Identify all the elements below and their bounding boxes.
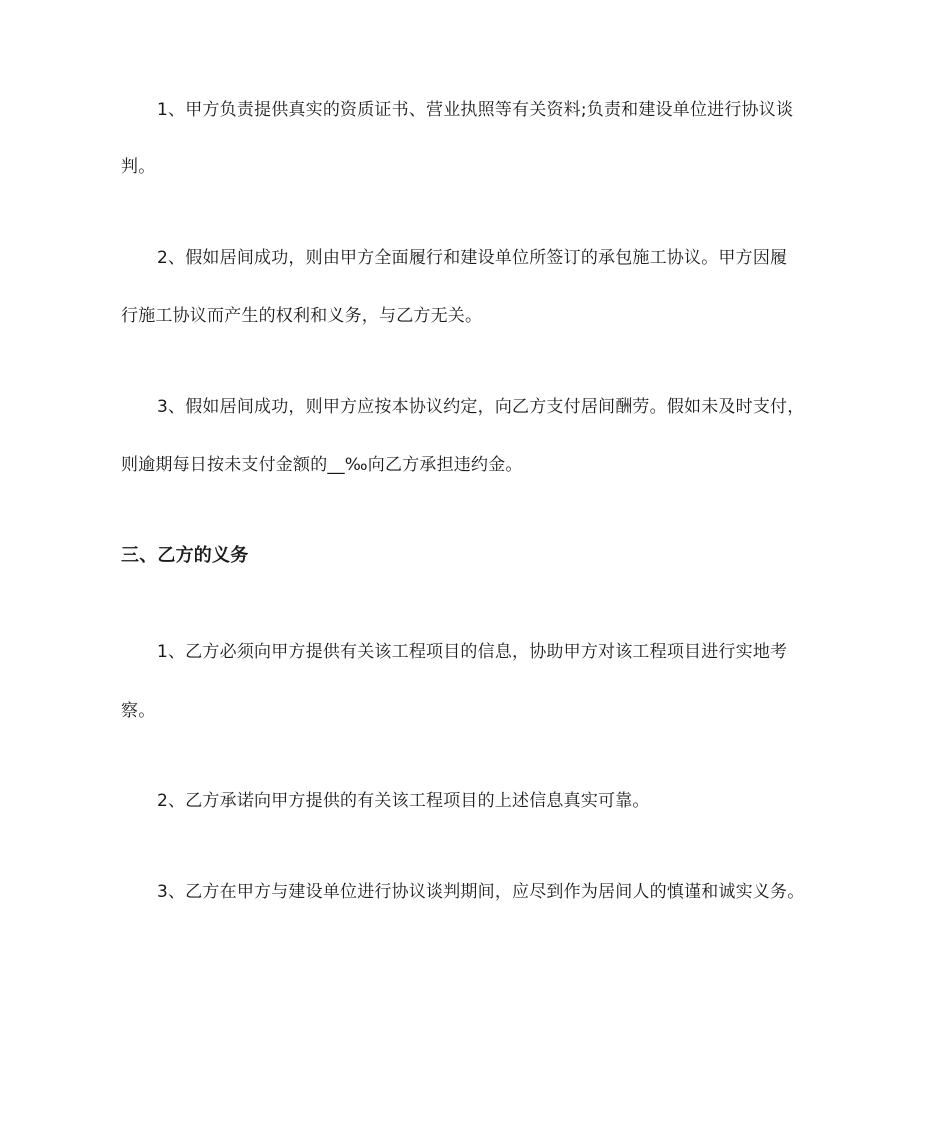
paragraph-line: 2、乙方承诺向甲方提供的有关该工程项目的上述信息真实可靠。 bbox=[157, 791, 650, 811]
paragraph-line: 1、甲方负责提供真实的资质证书、营业执照等有关资料;负责和建设单位进行协议谈 bbox=[157, 100, 794, 120]
paragraph-line: 3、乙方在甲方与建设单位进行协议谈判期间，应尽到作为居间人的慎谨和诚实义务。 bbox=[157, 882, 805, 902]
paragraph-line: 行施工协议而产生的权利和义务，与乙方无关。 bbox=[121, 306, 483, 326]
paragraph-line: 1、乙方必须向甲方提供有关该工程项目的信息，协助甲方对该工程项目进行实地考 bbox=[157, 642, 788, 662]
section-heading: 三、乙方的义务 bbox=[121, 545, 249, 566]
paragraph-line: 3、假如居间成功，则甲方应按本协议约定，向乙方支付居间酬劳。假如未及时支付， bbox=[157, 397, 805, 417]
paragraph-line: 判。 bbox=[121, 157, 156, 177]
paragraph-line: 察。 bbox=[121, 701, 156, 721]
paragraph-line: 则逾期每日按未支付金额的__‰向乙方承担违约金。 bbox=[121, 455, 523, 475]
paragraph-line: 2、假如居间成功，则由甲方全面履行和建设单位所签订的承包施工协议。甲方因履 bbox=[157, 248, 788, 268]
